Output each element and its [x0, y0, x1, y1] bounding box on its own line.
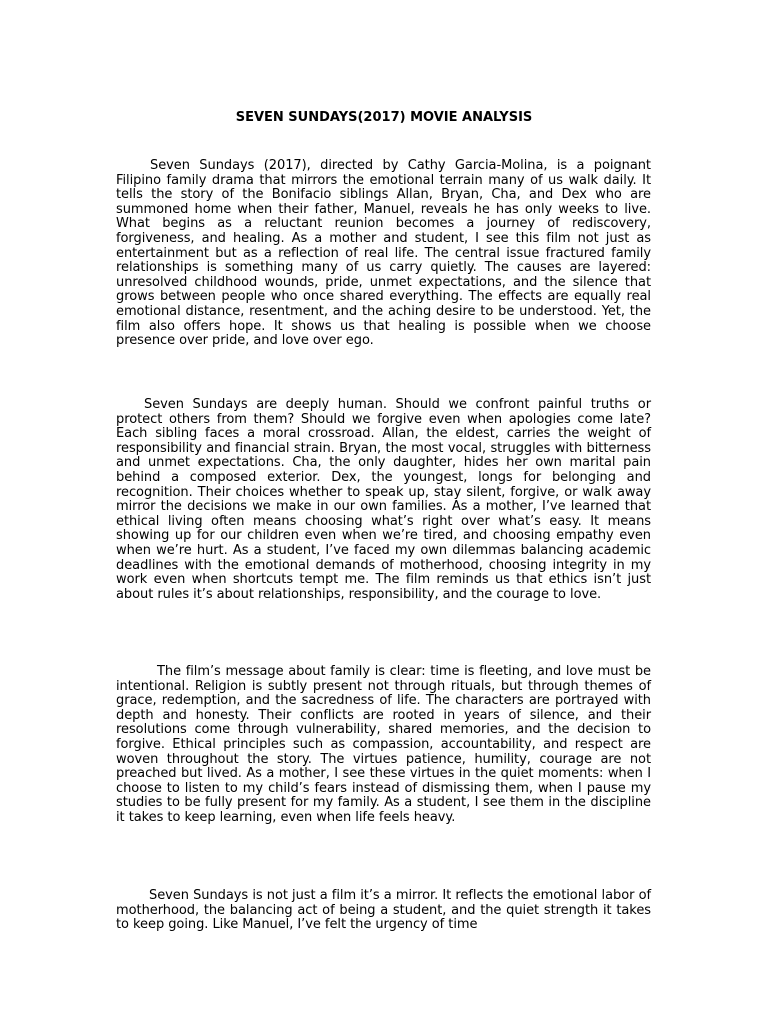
paragraph-ethical-dilemmas: Seven Sundays are deeply human. Should we confront painful truths or protect others from them? Should we forgive even when apologies come late? Each sibling faces a moral crossroad. Allan, the eldest, carries the weight of responsibility and financial strain. Bryan, the most vocal, struggles with bitterness and unmet expectations. Cha, the only daughter, hides her own marital pain behind a composed exterior. Dex, the youngest, longs for belonging and recognition. Their choices whether to speak up, stay silent, forgive, or walk away mirror the decisions we make in our own families. As a mother, I’ve learned that ethical living often means choosing what’s right over what’s easy. It means showing up for our children even when we’re tired, and choosing empathy even when we’re hurt. As a student, I’ve faced my own dilemmas balancing academic deadlines with the emotional demands of motherhood, choosing integrity in my work even when shortcuts tempt me. The film reminds us that ethics isn’t just about rules it’s about relationships, responsibility, and the courage to love.	[116, 397, 651, 602]
paragraph-conclusion: Seven Sundays is not just a film it’s a mirror. It reflects the emotional labor of motherhood, the balancing act of being a student, and the quiet strength it takes to keep going. Like Manuel, I’ve felt the urgency of time	[116, 888, 651, 933]
paragraph-family-message: The film’s message about family is clear: time is fleeting, and love must be intentional. Religion is subtly present not through rituals, but through themes of grace, redemption, and the sacredness of life. The characters are portrayed with depth and honesty. Their conflicts are rooted in years of silence, and their resolutions come through vulnerability, shared memories, and the decision to forgive. Ethical principles such as compassion, accountability, and respect are woven throughout the story. The virtues patience, humility, courage are not preached but lived. As a mother, I see these virtues in the quiet moments: when I choose to listen to my child’s fears instead of dismissing them, when I pause my studies to be fully present for my family. As a student, I see them in the discipline it takes to keep learning, even when life feels heavy.	[116, 664, 651, 825]
paragraph-introduction: Seven Sundays (2017), directed by Cathy Garcia-Molina, is a poignant Filipino family drama that mirrors the emotional terrain many of us walk daily. It tells the story of the Bonifacio siblings Allan, Bryan, Cha, and Dex who are summoned home when their father, Manuel, reveals he has only weeks to live. What begins as a reluctant reunion becomes a journey of rediscovery, forgiveness, and healing. As a mother and student, I see this film not just as entertainment but as a reflection of real life. The central issue fractured family relationships is something many of us carry quietly. The causes are layered: unresolved childhood wounds, pride, unmet expectations, and the silence that grows between people who once shared everything. The effects are equally real emotional distance, resentment, and the aching desire to be understood. Yet, the film also offers hope. It shows us that healing is possible when we choose presence over pride, and love over ego.	[116, 158, 651, 349]
document-title: SEVEN SUNDAYS(2017) MOVIE ANALYSIS	[235, 110, 533, 125]
